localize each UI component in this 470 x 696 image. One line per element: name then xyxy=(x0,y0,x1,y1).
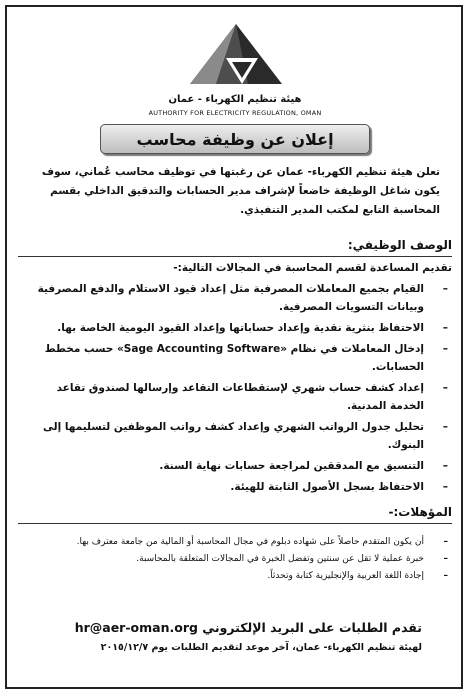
dash-bullet: – xyxy=(443,537,448,547)
dash-bullet: – xyxy=(442,481,448,493)
list-item xyxy=(30,379,450,415)
list-item xyxy=(30,319,450,337)
section-divider xyxy=(18,523,452,524)
org-name-arabic: هيئة تنظيم الكهرباء - عمان xyxy=(168,94,302,105)
list-item-text: الاحتفاظ بسجل الأصول الثابتة للهيئة. xyxy=(230,481,424,493)
job-description-lead: تقديم المساعدة لقسم المحاسبة في المجالات التالية:- xyxy=(173,262,452,274)
section-divider xyxy=(18,256,452,257)
list-item xyxy=(30,478,450,496)
dash-bullet: – xyxy=(442,322,448,334)
job-description-heading: الوصف الوظيفي: xyxy=(347,238,452,252)
list-item-text: التنسيق مع المدققين لمراجعة حسابات نهاية السنة. xyxy=(159,460,424,472)
dash-bullet: – xyxy=(443,554,448,564)
list-item-text: القيام بجميع المعاملات المصرفية مثل إعداد قيود الاستلام والدفع المصرفية وبيانات التسويات المصرفية. xyxy=(37,283,424,313)
list-item-text: إدخال المعاملات في نظام «Sage Accounting Software» حسب مخطط الحسابات. xyxy=(44,343,424,373)
list-item xyxy=(30,340,450,376)
dash-bullet: – xyxy=(442,460,448,472)
page-title: إعلان عن وظيفة محاسب xyxy=(100,124,370,154)
qualifications-list xyxy=(30,534,450,585)
org-name-english: AUTHORITY FOR ELECTRICITY REGULATION, OMAN xyxy=(148,109,322,117)
list-item-text: إجادة اللغة العربية والإنجليزية كتابة وتحدثاً. xyxy=(267,571,424,581)
list-item-text: تحليل جدول الرواتب الشهري وإعداد كشف رواتب الموظفين لتسليمها إلى البنوك. xyxy=(43,421,424,451)
application-deadline: لهيئة تنظيم الكهرباء- عمان، آخر موعد لتقديم الطلبات يوم ٢٠١٥/١٢/٧ xyxy=(100,642,422,653)
dash-bullet: – xyxy=(442,283,448,295)
list-item-text: إعداد كشف حساب شهري لإستقطاعات التقاعد وإرسالها لصندوق تقاعد الخدمة المدنية. xyxy=(56,382,424,412)
dash-bullet: – xyxy=(442,421,448,433)
dash-bullet: – xyxy=(442,343,448,355)
aer-logo-icon xyxy=(186,22,286,92)
dash-bullet: – xyxy=(443,571,448,581)
list-item xyxy=(30,568,450,585)
dash-bullet: – xyxy=(442,382,448,394)
list-item xyxy=(30,534,450,551)
list-item xyxy=(30,457,450,475)
duties-list xyxy=(30,280,450,499)
list-item-text: أن يكون المتقدم حاصلاً على شهاده دبلوم في مجال المحاسبة أو المالية من جامعة معترف بها. xyxy=(76,537,424,547)
intro-paragraph: تعلن هيئة تنظيم الكهرباء- عمان عن رغبتها في توظيف محاسب عُماني، سوف يكون شاغل الوظيفة خاضعاً لإشراف مدير الحسابات والتدقيق الداخلي بقسم المحاسبة التابع لمكتب المدير التنفيذي. xyxy=(41,166,440,216)
list-item xyxy=(30,551,450,568)
list-item-text: خبرة عملية لا تقل عن سنتين وتفضل الخبرة في المجالات المتعلقة بالمحاسبة. xyxy=(136,554,424,564)
qualifications-heading: المؤهلات:- xyxy=(388,505,452,519)
list-item xyxy=(30,418,450,454)
list-item xyxy=(30,280,450,316)
list-item-text: الاحتفاظ بنثرية نقدية وإعداد حساباتها وإعداد القيود اليومية الخاصة بها. xyxy=(57,322,424,334)
application-instructions: تقدم الطلبات على البريد الإلكتروني hr@aer-oman.org xyxy=(74,620,422,635)
